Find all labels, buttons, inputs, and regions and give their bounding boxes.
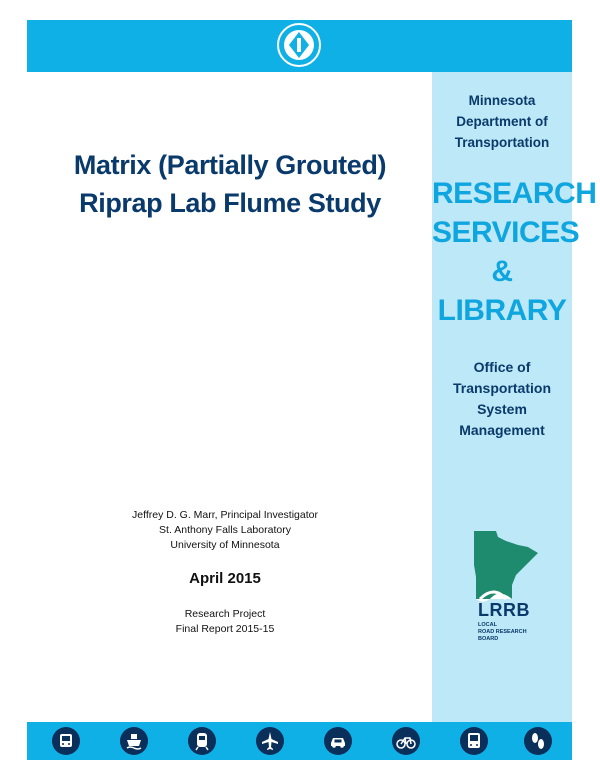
author-block: Jeffrey D. G. Marr, Principal Investigator St. Anthony Falls Laboratory University of Minnesota — [132, 509, 318, 551]
transport-modes-banner — [27, 722, 572, 760]
footprints-icon — [524, 727, 552, 755]
report-info: Research Project Final Report 2015-15 — [175, 608, 275, 635]
office-name: Office of Transportation System Management — [452, 359, 551, 438]
mndot-seal-icon — [276, 22, 322, 68]
airplane-icon — [256, 727, 284, 755]
publication-date: April 2015 — [189, 570, 261, 587]
lrrb-subtitle: LOCAL ROAD RESEARCH BOARD — [478, 622, 527, 642]
transit-bus-icon — [460, 727, 488, 755]
research-services-library-heading: RESEARCH SERVICES & LIBRARY — [432, 177, 597, 327]
bus-icon — [52, 727, 80, 755]
ship-icon — [120, 727, 148, 755]
department-name: Minnesota Department of Transportation — [454, 93, 550, 150]
lrrb-logo-text: LRRB — [478, 600, 530, 620]
bicycle-icon — [392, 727, 420, 755]
car-icon — [324, 727, 352, 755]
report-title: Matrix (Partially Grouted) Riprap Lab Flume Study — [73, 150, 387, 218]
train-icon — [188, 727, 216, 755]
